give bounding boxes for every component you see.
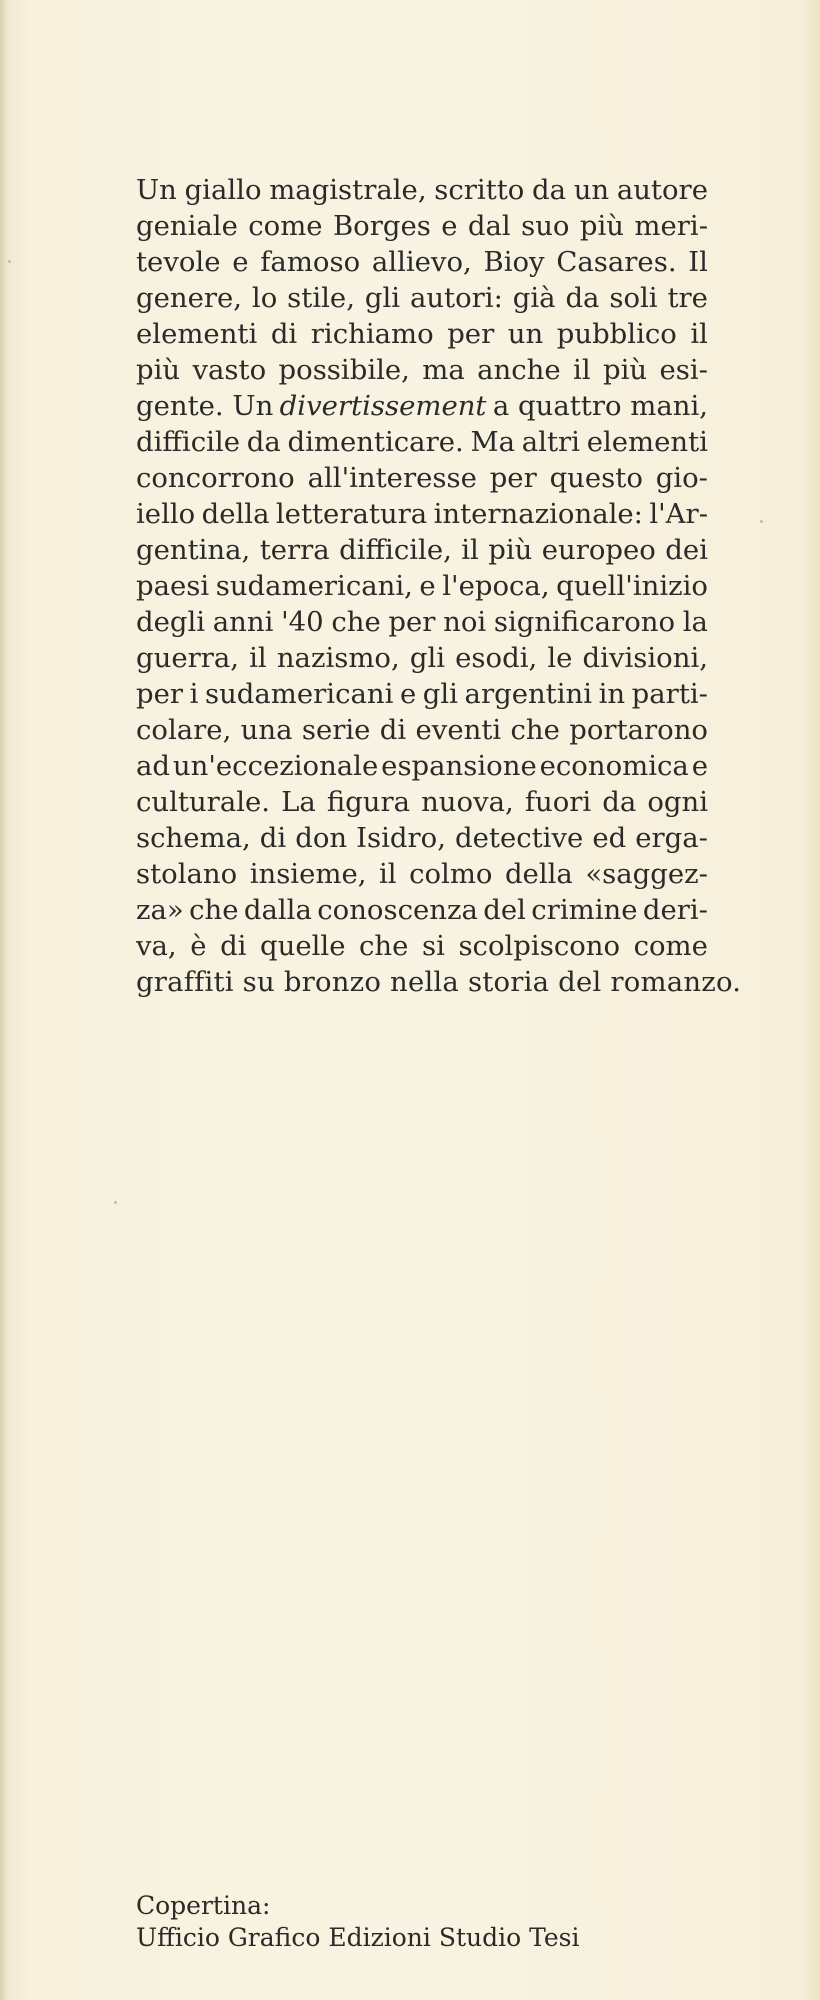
blurb-word: internazionale: bbox=[433, 498, 643, 530]
blurb-word: colmo bbox=[409, 858, 493, 890]
blurb-word: una bbox=[240, 714, 293, 746]
blurb-word: anche bbox=[477, 354, 561, 386]
blurb-word: significarono bbox=[493, 606, 676, 638]
blurb-word: l'Ar- bbox=[649, 498, 708, 530]
blurb-word: del bbox=[483, 894, 526, 926]
blurb-word: conoscenza bbox=[317, 894, 478, 926]
blurb-word: La bbox=[281, 786, 316, 818]
blurb-word: e bbox=[441, 210, 458, 242]
blurb-word: della bbox=[504, 858, 573, 890]
blurb-word: gli bbox=[364, 282, 401, 314]
blurb-word: da bbox=[602, 786, 637, 818]
blurb-line bbox=[136, 820, 708, 856]
blurb-word: ed bbox=[592, 822, 627, 854]
blurb-line bbox=[136, 640, 708, 676]
paper-speck bbox=[8, 260, 11, 263]
blurb-word: e bbox=[399, 678, 417, 710]
blurb-line bbox=[136, 532, 708, 568]
blurb-line bbox=[136, 676, 708, 712]
blurb-word: che bbox=[359, 930, 409, 962]
paper-speck bbox=[760, 520, 763, 523]
blurb-word: eventi bbox=[415, 714, 502, 746]
blurb-word: culturale. bbox=[136, 786, 271, 818]
blurb-line bbox=[136, 748, 708, 784]
blurb-line bbox=[136, 856, 708, 892]
blurb-word: guerra, bbox=[136, 642, 240, 674]
blurb-word: allievo, bbox=[371, 246, 472, 278]
blurb-italic-term: divertissement bbox=[279, 390, 487, 422]
blurb-word: Ma bbox=[470, 426, 516, 458]
blurb-line bbox=[136, 208, 708, 244]
blurb-word: tevole bbox=[136, 246, 221, 278]
blurb-word: elementi bbox=[136, 318, 258, 350]
blurb-word: sudamericani bbox=[204, 678, 394, 710]
blurb-word: giallo bbox=[184, 174, 262, 206]
blurb-word: degli bbox=[136, 606, 206, 638]
blurb-word: l'epoca, bbox=[442, 570, 550, 602]
blurb-word: detective bbox=[455, 822, 584, 854]
blurb-word: scritto bbox=[434, 174, 525, 206]
blurb-word: si bbox=[421, 930, 445, 962]
blurb-line-text: gente. Un bbox=[136, 390, 274, 422]
blurb-word: erga- bbox=[635, 822, 708, 854]
blurb-word: di bbox=[259, 822, 287, 854]
blurb-word: che bbox=[510, 714, 560, 746]
blurb-line bbox=[136, 712, 708, 748]
blurb-word: fuori bbox=[524, 786, 592, 818]
blurb-line bbox=[136, 172, 708, 208]
blurb-word: anni bbox=[212, 606, 274, 638]
blurb-word: esodi, bbox=[455, 642, 538, 674]
page-edge-shadow bbox=[0, 0, 8, 2000]
blurb-word: i bbox=[189, 678, 199, 710]
blurb-word: meri- bbox=[634, 210, 708, 242]
blurb-word: suo bbox=[521, 210, 570, 242]
blurb-word: per bbox=[136, 678, 184, 710]
blurb-word: nuova, bbox=[421, 786, 514, 818]
blurb-word: altri bbox=[521, 426, 580, 458]
blurb-word: sudamericani, bbox=[215, 570, 413, 602]
blurb-word: economica bbox=[539, 750, 689, 782]
blurb-word: di bbox=[270, 318, 298, 350]
blurb-word: ogni bbox=[647, 786, 708, 818]
blurb-word: che bbox=[189, 894, 239, 926]
blurb-word: Isidro, bbox=[356, 822, 446, 854]
blurb-word: geniale bbox=[136, 210, 238, 242]
blurb-word: stile, bbox=[287, 282, 355, 314]
blurb-word: iello bbox=[136, 498, 196, 530]
blurb-word: «saggez- bbox=[585, 858, 708, 890]
blurb-word: insieme, bbox=[249, 858, 367, 890]
blurb-word: della bbox=[201, 498, 270, 530]
blurb-word: schema, bbox=[136, 822, 251, 854]
blurb-word: gli bbox=[409, 642, 446, 674]
blurb-word: tre bbox=[667, 282, 708, 314]
blurb-line bbox=[136, 280, 708, 316]
blurb-word: più bbox=[579, 210, 625, 242]
blurb-word: per bbox=[447, 318, 495, 350]
blurb-word: e bbox=[691, 750, 708, 782]
blurb-word: che bbox=[331, 606, 381, 638]
credits-value: Ufficio Grafico Edizioni Studio Tesi bbox=[136, 1923, 580, 1952]
blurb-word: possibile, bbox=[278, 354, 410, 386]
blurb-word: dal bbox=[467, 210, 511, 242]
cover-credits bbox=[136, 1890, 579, 1954]
blurb-word: figura bbox=[326, 786, 411, 818]
blurb-word: difficile, bbox=[339, 534, 452, 566]
blurb-word: il bbox=[378, 858, 397, 890]
blurb-word: magistrale, bbox=[269, 174, 427, 206]
blurb-word: paesi bbox=[136, 570, 210, 602]
blurb-word: da bbox=[246, 426, 281, 458]
blurb-word: dimenticare. bbox=[287, 426, 464, 458]
blurb-line bbox=[136, 568, 708, 604]
blurb-word: questo bbox=[549, 462, 643, 494]
blurb-line bbox=[136, 892, 708, 928]
blurb-line bbox=[136, 496, 708, 532]
blurb-word: pubblico bbox=[556, 318, 677, 350]
blurb-word: parti- bbox=[631, 678, 708, 710]
blurb-word: gio- bbox=[655, 462, 708, 494]
blurb-word: richiamo bbox=[310, 318, 434, 350]
blurb-word: elementi bbox=[586, 426, 708, 458]
blurb-word: nazismo, bbox=[276, 642, 400, 674]
blurb-word: gli bbox=[422, 678, 458, 710]
blurb-line bbox=[136, 460, 708, 496]
blurb-word: Borges bbox=[332, 210, 431, 242]
blurb-word: difficile bbox=[136, 426, 240, 458]
blurb-word: letteratura bbox=[275, 498, 428, 530]
blurb-word: già bbox=[512, 282, 556, 314]
blurb-word: per bbox=[489, 462, 537, 494]
blurb-word: colare, bbox=[136, 714, 232, 746]
blurb-word: portarono bbox=[569, 714, 708, 746]
blurb-line bbox=[136, 316, 708, 352]
blurb-line bbox=[136, 928, 708, 964]
blurb-word: stolano bbox=[136, 858, 238, 890]
blurb-word: ma bbox=[422, 354, 465, 386]
blurb-word: '40 bbox=[281, 606, 324, 638]
blurb-word: lo bbox=[251, 282, 278, 314]
blurb-word: argentini bbox=[464, 678, 593, 710]
blurb-word: ad bbox=[136, 750, 170, 782]
blurb-word: il bbox=[573, 354, 591, 386]
blurb-line bbox=[136, 424, 708, 460]
blurb-word: espansione bbox=[381, 750, 537, 782]
blurb-line bbox=[136, 784, 708, 820]
blurb-word: va, bbox=[136, 930, 177, 962]
blurb-word: crimine bbox=[531, 894, 638, 926]
blurb-word: all'interesse bbox=[307, 462, 477, 494]
blurb-word: Un bbox=[136, 174, 177, 206]
blurb-word: e bbox=[232, 246, 249, 278]
blurb-word: Casares. bbox=[556, 246, 677, 278]
paper-speck bbox=[114, 1201, 117, 1204]
blurb-word: un bbox=[507, 318, 544, 350]
blurb-word: di bbox=[220, 930, 247, 962]
blurb-word: serie bbox=[301, 714, 371, 746]
blurb-word: scolpiscono bbox=[458, 930, 621, 962]
blurb-word: famoso bbox=[260, 246, 361, 278]
blurb-word: il bbox=[461, 534, 479, 566]
blurb-word: un'eccezionale bbox=[172, 750, 379, 782]
blurb-word: quell'inizio bbox=[556, 570, 708, 602]
blurb-word: di bbox=[379, 714, 407, 746]
blurb-word: da bbox=[532, 174, 567, 206]
blurb-word: za» bbox=[136, 894, 184, 926]
blurb-word: la bbox=[682, 606, 708, 638]
blurb-text bbox=[136, 172, 742, 1000]
blurb-word: esi- bbox=[659, 354, 708, 386]
blurb-word: e bbox=[419, 570, 436, 602]
blurb-word: soli bbox=[609, 282, 658, 314]
blurb-word: divisioni, bbox=[582, 642, 708, 674]
blurb-word: per bbox=[388, 606, 436, 638]
blurb-line-text: graffiti su bronzo nella storia del romanzo. bbox=[136, 966, 742, 998]
blurb-word: Il bbox=[688, 246, 708, 278]
blurb-word: più bbox=[488, 534, 533, 566]
blurb-word: le bbox=[547, 642, 573, 674]
blurb-word: il bbox=[249, 642, 267, 674]
blurb-word: autori: bbox=[409, 282, 503, 314]
blurb-word: noi bbox=[443, 606, 487, 638]
blurb-word: deri- bbox=[642, 894, 708, 926]
blurb-line-last bbox=[136, 964, 742, 1000]
blurb-word: Bioy bbox=[483, 246, 545, 278]
blurb-word: genere, bbox=[136, 282, 243, 314]
blurb-word: europeo bbox=[541, 534, 656, 566]
blurb-word: vasto bbox=[192, 354, 267, 386]
blurb-word: dalla bbox=[243, 894, 312, 926]
blurb-line bbox=[136, 388, 708, 424]
blurb-line bbox=[136, 604, 708, 640]
blurb-word: don bbox=[295, 822, 348, 854]
blurb-word: il bbox=[690, 318, 708, 350]
blurb-word: più bbox=[603, 354, 648, 386]
blurb-word: più bbox=[136, 354, 181, 386]
blurb-word: come bbox=[248, 210, 323, 242]
blurb-word: terra bbox=[259, 534, 330, 566]
blurb-word: dei bbox=[665, 534, 708, 566]
blurb-line bbox=[136, 244, 708, 280]
blurb-line bbox=[136, 352, 708, 388]
blurb-line-text: a quattro mani, bbox=[492, 390, 708, 422]
blurb-word: da bbox=[565, 282, 600, 314]
blurb-word: è bbox=[190, 930, 207, 962]
blurb-word: autore bbox=[616, 174, 708, 206]
blurb-word: un bbox=[573, 174, 610, 206]
credits-label: Copertina: bbox=[136, 1891, 271, 1920]
blurb-word: gentina, bbox=[136, 534, 251, 566]
blurb-word: come bbox=[633, 930, 708, 962]
blurb-word: concorrono bbox=[136, 462, 295, 494]
blurb-word: in bbox=[598, 678, 626, 710]
blurb-word: quelle bbox=[260, 930, 346, 962]
